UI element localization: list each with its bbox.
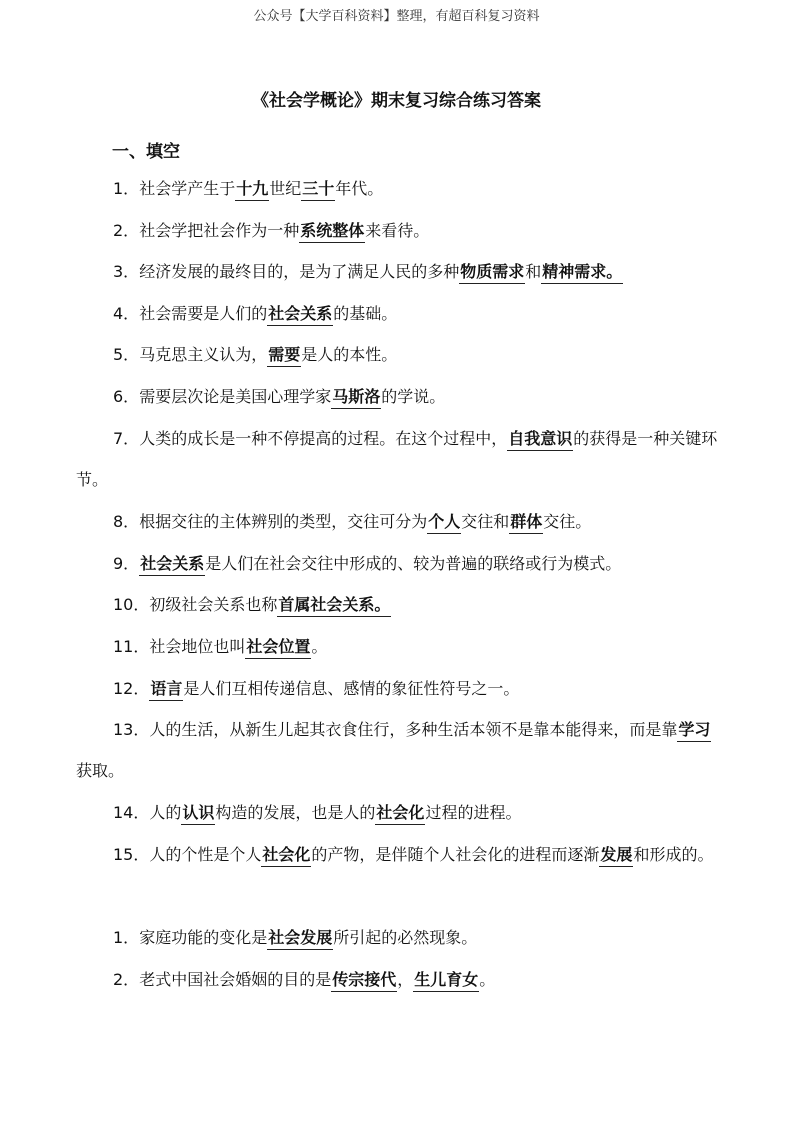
answer-blank: 传宗接代 [331,969,397,992]
item-number: 12． [113,679,150,698]
fill-item [76,543,726,584]
item-number: 3． [113,262,140,281]
fill-item [76,168,726,209]
fill-item [76,334,726,375]
page-header: 公众号【大学百科资料】整理，有超百科复习资料 [253,9,540,24]
answer-blank: 社会化 [261,844,311,867]
item-text: 和形成的。 [633,845,714,864]
fill-item [76,251,726,292]
answer-blank: 学习 [677,719,711,742]
fill-item [76,293,726,334]
answer-blank: 精神需求。 [541,261,623,284]
item-text: 是人们互相传递信息、感情的象征性符号之一。 [183,679,520,698]
item-text: 社会学产生于 [139,179,236,198]
item-text: 交往。 [543,512,592,531]
item-text: 的获得是一种关键环节。 [76,429,718,489]
item-number: 6． [113,387,140,406]
answer-blank: 社会化 [375,802,425,825]
item-text: 的学说。 [381,387,446,406]
document-title: 《社会学概论》期末复习综合练习答案 [252,91,541,111]
fill-item [76,418,726,500]
answer-blank: 生儿育女 [413,969,479,992]
fill-item [76,792,726,833]
item-number: 4． [113,304,140,323]
fill-item [76,626,726,667]
answer-blank: 自我意识 [507,428,573,451]
item-text: 。 [479,970,496,989]
item-number: 2． [113,221,140,240]
item-number: 11． [113,637,150,656]
fill-item [76,709,726,791]
answer-blank: 首属社会关系。 [277,594,391,617]
item-number: 7． [113,429,140,448]
item-text: 是人们在社会交往中形成的、较为普遍的联络或行为模式。 [205,554,622,573]
item-text: 初级社会关系也称 [149,595,278,614]
answer-blank: 社会关系 [139,553,205,576]
fill-item [76,959,726,1000]
item-text: 来看待。 [365,221,430,240]
item-number: 1． [113,928,140,947]
fill-item [76,834,726,875]
item-text: 是人的本性。 [301,345,398,364]
fill-item [76,376,726,417]
item-text: 人的生活，从新生儿起其衣食住行，多种生活本领不是靠本能得来，而是靠 [149,720,678,739]
item-text: 世纪 [269,179,302,198]
item-text: 人类的成长是一种不停提高的过程。在这个过程中， [139,429,508,448]
item-text: ， [397,970,414,989]
answer-blank: 马斯洛 [331,386,381,409]
item-text: 人的个性是个人 [149,845,262,864]
answer-blank: 社会关系 [267,303,333,326]
item-text: 社会学把社会作为一种 [139,221,300,240]
answer-blank: 需要 [267,344,301,367]
item-text: 构造的发展，也是人的 [215,803,376,822]
answer-blank: 系统整体 [299,220,365,243]
item-text: 家庭功能的变化是 [139,928,268,947]
fill-item [76,668,726,709]
fill-item [76,210,726,251]
item-number: 15． [113,845,150,864]
item-text: 需要层次论是美国心理学家 [139,387,332,406]
section-heading: 一、填空 [112,142,180,162]
item-text: 交往和 [461,512,510,531]
item-number: 2． [113,970,140,989]
item-text: 年代。 [335,179,384,198]
answer-blank: 十九 [235,178,269,201]
item-number: 13． [113,720,150,739]
item-number: 1． [113,179,140,198]
fill-item [76,917,726,958]
fill-item [76,584,726,625]
answer-blank: 个人 [427,511,461,534]
answer-blank: 物质需求 [459,261,525,284]
item-text: 的基础。 [333,304,398,323]
item-text: 和 [525,262,542,281]
answer-blank: 认识 [181,802,215,825]
item-text: 老式中国社会婚姻的目的是 [139,970,332,989]
answer-blank: 三十 [301,178,335,201]
item-number: 14． [113,803,150,822]
answer-blank: 发展 [599,844,633,867]
item-text: 马克思主义认为， [139,345,268,364]
item-text: 人的 [149,803,182,822]
item-text: 社会需要是人们的 [139,304,268,323]
item-text: 社会地位也叫 [149,637,246,656]
answer-blank: 语言 [149,678,183,701]
answer-blank: 社会位置 [245,636,311,659]
item-text: 过程的进程。 [425,803,522,822]
item-text: 根据交往的主体辨别的类型，交往可分为 [139,512,428,531]
item-text: 所引起的必然现象。 [333,928,478,947]
item-text: 获取。 [76,761,125,780]
answer-blank: 群体 [509,511,543,534]
item-number: 10． [113,595,150,614]
item-text: 的产物，是伴随个人社会化的进程而逐渐 [311,845,600,864]
item-number: 8． [113,512,140,531]
item-number: 9． [113,554,140,573]
item-text: 经济发展的最终目的，是为了满足人民的多种 [139,262,460,281]
item-number: 5． [113,345,140,364]
answer-blank: 社会发展 [267,927,333,950]
item-text: 。 [311,637,328,656]
fill-item [76,501,726,542]
